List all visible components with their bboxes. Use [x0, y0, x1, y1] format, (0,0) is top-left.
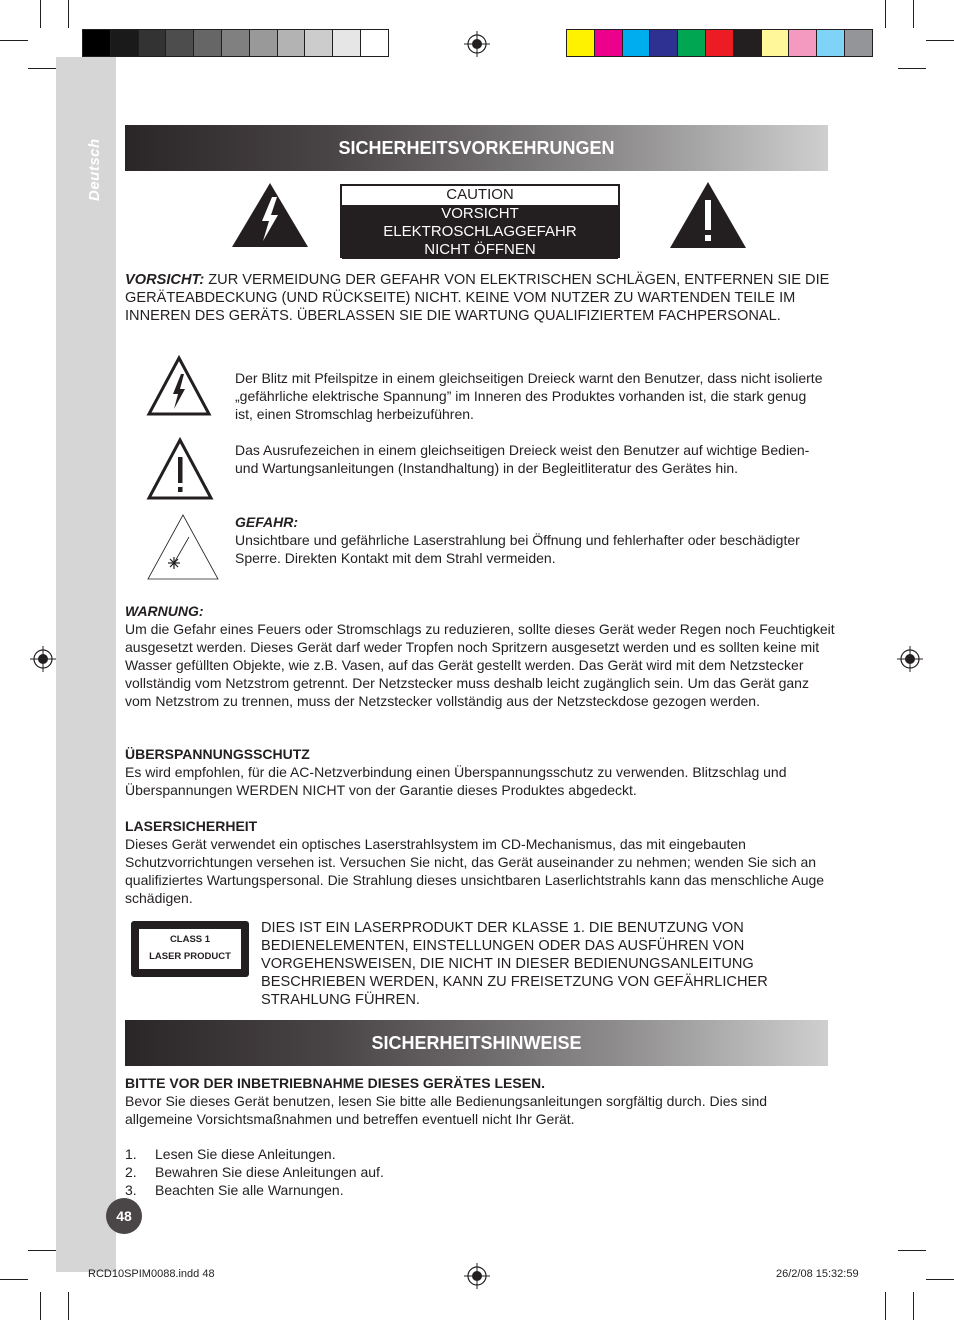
color-swatch — [761, 29, 790, 57]
class-label-line: CLASS 1 — [169, 934, 211, 945]
crop-mark — [885, 1292, 886, 1320]
color-swatch — [249, 29, 278, 57]
class1-description: DIES IST EIN LASERPRODUKT DER KLASSE 1. DIE BENUTZUNG VON BEDIENELEMENTEN, EINSTELLUNGEN ODER DAS AUSFÜHREN VON VORGEHENSWEISEN, DIE NICHT IN DIESER BEDIENUNGSANLEITUNG BESCHRIEBEN WERDEN, KANN ZU FREISETZUNG VON GEFÄHRLICHER STRAHLUNG FÜHREN. — [261, 920, 768, 1008]
list-item — [125, 1181, 835, 1199]
registration-mark-icon — [30, 646, 56, 672]
warnung-label: WARNUNG: — [125, 603, 204, 619]
side-tab — [56, 57, 116, 1272]
blitz-description: Der Blitz mit Pfeilspitze in einem gleichseitigen Dreieck warnt den Benutzer, dass nicht isolierte „gefährliche elektrische Spannung” im Inneren des Produktes vorhanden ist, die stark genug ist, einen Stromschlag herbeizuführen. — [235, 370, 823, 422]
color-swatch — [705, 29, 734, 57]
color-swatch — [110, 29, 139, 57]
list-number: 3. — [125, 1182, 137, 1198]
ueberspannung-label: ÜBERSPANNUNGSSCHUTZ — [125, 746, 310, 762]
crop-mark — [926, 1279, 954, 1280]
color-swatch — [193, 29, 222, 57]
crop-mark — [0, 1279, 28, 1280]
gefahr-label: GEFAHR: — [235, 514, 298, 530]
gefahr-description — [235, 513, 825, 567]
crop-mark — [68, 0, 69, 28]
registration-mark-icon — [897, 646, 923, 672]
color-swatch — [594, 29, 623, 57]
footer-file: RCD10SPIM0088.indd 48 — [88, 1268, 215, 1280]
steps-list — [125, 1145, 835, 1199]
list-number: 1. — [125, 1146, 137, 1162]
crop-mark — [926, 40, 954, 41]
page-number: 48 — [106, 1198, 142, 1234]
crop-mark — [898, 68, 926, 69]
exclamation-warning-icon — [670, 182, 746, 248]
color-swatch — [844, 29, 873, 57]
caution-line: ELEKTROSCHLAGGEFAHR — [383, 223, 577, 240]
laser-paragraph — [125, 817, 835, 907]
color-swatch — [304, 29, 333, 57]
laser-radiation-icon — [146, 513, 220, 581]
laser-label: LASERSICHERHEIT — [125, 818, 258, 834]
gefahr-text: Unsichtbare und gefährliche Laserstrahlung bei Öffnung und fehlerhafter oder beschädigter Sperre. Direkten Kontakt mit dem Strahl vermeiden. — [235, 532, 800, 566]
crop-mark — [913, 0, 914, 28]
crop-mark — [913, 1292, 914, 1320]
vorsicht-paragraph — [125, 271, 835, 325]
color-swatch — [816, 29, 845, 57]
crop-mark — [885, 0, 886, 28]
crop-mark — [0, 40, 28, 41]
color-swatch — [221, 29, 250, 57]
ausrufe-description: Das Ausrufezeichen in einem gleichseitigen Dreieck weist den Benutzer auf wichtige Bedien- und Wartungsanleitungen (Instandhaltung) in der Begleitliteratur des Gerätes hin. — [235, 442, 810, 476]
caution-line: NICHT ÖFFNEN — [424, 241, 536, 258]
class-label-line: LASER PRODUCT — [149, 951, 231, 962]
vorsicht-label: VORSICHT: — [125, 272, 205, 288]
lightning-warning-icon — [232, 183, 308, 247]
vorsicht-text: ZUR VERMEIDUNG DER GEFAHR VON ELEKTRISCHEN SCHLÄGEN, ENTFERNEN SIE DIE GERÄTEABDECKUNG (UND RÜCKSEITE) NICHT. KEINE VOM NUTZER ZU WARTENDEN TEILE IM INNEREN DES GERÄTS. ÜBERLASSEN SIE DIE WARTUNG QUALIFIZIERTEM FACHPERSONAL. — [125, 272, 830, 324]
color-swatch — [566, 29, 595, 57]
list-text: Lesen Sie diese Anleitungen. — [155, 1146, 336, 1162]
section-title: SICHERHEITSVORKEHRUNGEN — [338, 137, 615, 158]
color-swatch — [360, 29, 389, 57]
lightning-outline-icon — [146, 355, 212, 417]
registration-mark-icon — [464, 31, 490, 57]
color-swatch — [733, 29, 762, 57]
list-number: 2. — [125, 1164, 137, 1180]
color-swatch — [677, 29, 706, 57]
section-title: SICHERHEITSHINWEISE — [371, 1032, 582, 1053]
color-swatch — [277, 29, 306, 57]
color-swatch — [82, 29, 111, 57]
laser-text: Dieses Gerät verwendet ein optisches Laserstrahlsystem im CD-Mechanismus, das mit eingebauten Schutzvorrichtungen versehen ist. Versuchen Sie nicht, das Gerät auseinander zu nehmen; wenden Sie sich an qualifiziertes Wartungspersonal. Die Strahlung dieses unsichtbaren Laserlichtstrahls kann das menschliche Auge schädigen. — [125, 836, 825, 906]
ueberspannung-text: Es wird empfohlen, für die AC-Netzverbindung einen Überspannungsschutz zu verwenden. Blitzschlag und Überspannungen WERDEN NICHT von der Garantie dieses Produktes abgedeckt. — [125, 764, 787, 798]
footer-date: 26/2/08 15:32:59 — [776, 1268, 859, 1280]
warnung-paragraph — [125, 602, 835, 710]
crop-mark — [28, 68, 56, 69]
section-title-banner — [125, 1020, 828, 1066]
crop-mark — [898, 1250, 926, 1251]
color-swatch — [138, 29, 167, 57]
exclamation-outline-icon — [146, 437, 214, 501]
intro-text: Bevor Sie dieses Gerät benutzen, lesen Sie bitte alle Bedienungsanleitungen sorgfältig durch. Dies sind allgemeine Vorsichtsmaßnahmen und betreffen eventuell nicht Ihr Gerät. — [125, 1093, 768, 1127]
list-item — [125, 1145, 835, 1163]
caution-warning-block — [342, 205, 618, 259]
color-swatch — [788, 29, 817, 57]
crop-mark — [40, 1292, 41, 1320]
caution-line: CAUTION — [342, 186, 618, 205]
color-swatch — [332, 29, 361, 57]
class1-laser-label — [131, 921, 249, 977]
color-swatch — [165, 29, 194, 57]
list-item — [125, 1163, 835, 1181]
intro-paragraph — [125, 1074, 835, 1128]
class1-laser-label-inner — [139, 929, 241, 969]
crop-mark — [40, 0, 41, 28]
warnung-text: Um die Gefahr eines Feuers oder Stromschlags zu reduzieren, sollte dieses Gerät weder Regen noch Feuchtigkeit ausgesetzt werden. Dieses Gerät darf weder Tropfen noch Spritzern ausgesetzt werden und es sollten keine mit Wasser gefüllten Objekte, wie z.B. Vasen, auf das Gerät gestellt werden. Das Gerät wird mit dem Netzstecker vollständig vom Netzstrom getrennt. Der Netzstecker muss deshalb leicht zugänglich sein. Um das Gerät ganz vom Netzstrom zu trennen, muss der Netzstecker vollständig aus der Netzsteckdose gezogen werden. — [125, 621, 835, 709]
color-swatch — [649, 29, 678, 57]
intro-label: BITTE VOR DER INBETRIEBNAHME DIESES GERÄTES LESEN. — [125, 1075, 546, 1091]
color-swatch — [622, 29, 651, 57]
list-text: Bewahren Sie diese Anleitungen auf. — [155, 1164, 384, 1180]
list-text: Beachten Sie alle Warnungen. — [155, 1182, 344, 1198]
registration-mark-icon — [464, 1263, 490, 1289]
language-label: Deutsch — [86, 138, 103, 201]
ueberspannung-paragraph — [125, 745, 835, 799]
caution-box — [340, 184, 620, 258]
caution-line: VORSICHT — [441, 205, 519, 222]
crop-mark — [68, 1292, 69, 1320]
crop-mark — [28, 1250, 56, 1251]
section-title-banner — [125, 125, 828, 171]
